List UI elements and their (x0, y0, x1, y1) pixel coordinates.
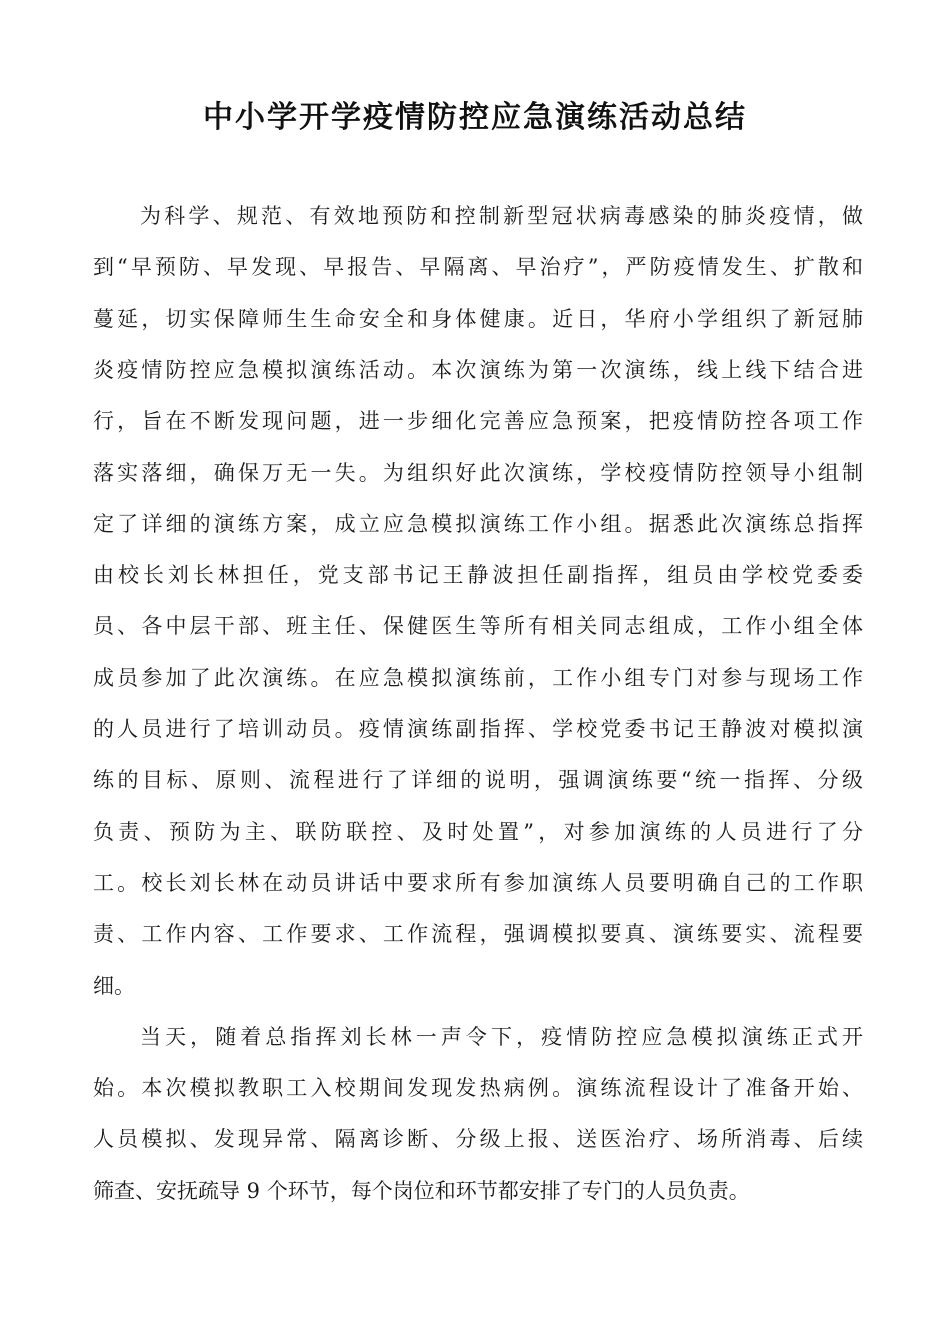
paragraph-2-line: 筛查、安抚疏导 9 个环节，每个岗位和环节都安排了专门的人员负责。 (93, 1178, 750, 1203)
paragraph-1-line: 炎疫情防控应急模拟演练活动。本次演练为第一次演练，线上线下结合进 (93, 357, 863, 382)
paragraph-1-line: 蔓延，切实保障师生生命安全和身体健康。近日，华府小学组织了新冠肺 (93, 306, 863, 331)
paragraph-2-line: 始。本次模拟教职工入校期间发现发热病例。演练流程设计了准备开始、 (93, 1076, 863, 1101)
paragraph-1-line: 练的目标、原则、流程进行了详细的说明，强调演练要“统一指挥、分级 (93, 768, 863, 793)
paragraph-1-line: 由校长刘长林担任，党支部书记王静波担任副指挥，组员由学校党委委 (93, 563, 863, 588)
paragraph-1-line: 工。校长刘长林在动员讲话中要求所有参加演练人员要明确自己的工作职 (93, 870, 863, 895)
paragraph-1-line: 的人员进行了培训动员。疫情演练副指挥、学校党委书记王静波对模拟演 (93, 717, 863, 741)
paragraph-2-line: 当天，随着总指挥刘长林一声令下，疫情防控应急模拟演练正式开 (140, 1024, 863, 1049)
document-title: 中小学开学疫情防控应急演练活动总结 (203, 100, 747, 135)
paragraph-1-line: 定了详细的演练方案，成立应急模拟演练工作小组。据悉此次演练总指挥 (93, 511, 863, 536)
paragraph-1-line: 细。 (93, 973, 135, 998)
paragraph-2-line: 人员模拟、发现异常、隔离诊断、分级上报、送医治疗、场所消毒、后续 (93, 1127, 863, 1152)
paragraph-1-line: 行，旨在不断发现问题，进一步细化完善应急预案，把疫情防控各项工作 (93, 409, 863, 434)
paragraph-1-line: 负责、预防为主、联防联控、及时处置”，对参加演练的人员进行了分 (93, 819, 863, 844)
paragraph-1-line: 到“早预防、早发现、早报告、早隔离、早治疗”，严防疫情发生、扩散和 (93, 255, 863, 280)
paragraph-1-line: 成员参加了此次演练。在应急模拟演练前，工作小组专门对参与现场工作 (93, 665, 863, 690)
paragraph-1-line: 为科学、规范、有效地预防和控制新型冠状病毒感染的肺炎疫情，做 (140, 204, 863, 228)
paragraph-1-line: 员、各中层干部、班主任、保健医生等所有相关同志组成，工作小组全体 (93, 614, 863, 639)
paragraph-1-line: 落实落细，确保万无一失。为组织好此次演练，学校疫情防控领导小组制 (93, 460, 863, 485)
paragraph-1-line: 责、工作内容、工作要求、工作流程，强调模拟要真、演练要实、流程要 (93, 922, 863, 947)
